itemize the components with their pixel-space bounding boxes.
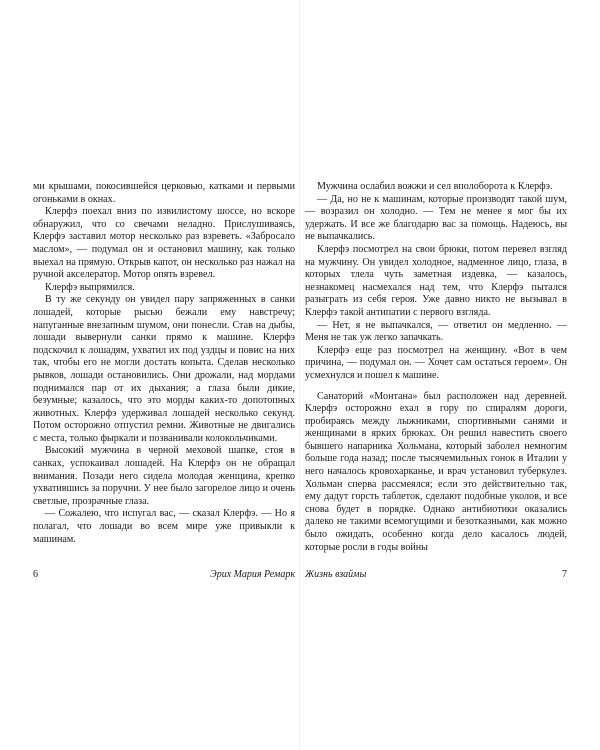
book-gutter bbox=[299, 0, 300, 750]
running-title-author: Эрих Мария Ремарк bbox=[210, 569, 295, 580]
page-number: 6 bbox=[33, 569, 38, 580]
paragraph: ми крышами, покосившейся церковью, катками и первыми огоньками в окнах. bbox=[33, 181, 295, 205]
right-page-text bbox=[305, 181, 567, 554]
paragraph: В ту же секунду он увидел пару запряженных в санки лошадей, которые рысью бежали ему навстречу; напуганные внезапным шумом, они понесли. Став на дыбы, лошади вывернули санки прямо к машине. Клерфэ подскочил к лошадям, ухватил их под уздцы и повис на них так, чтобы его не могли достать копыта. Сделав несколько рывков, лошади остановились. Они дрожали, над мордами поднимался пар от их дыхания; а глаза были дикие, безумные; казалось, что это морды каких-то допотопных животных. Клерфэ удерживал лошадей несколько секунд. Потом осторожно отпустил ремни. Животные не двигались с места, только фыркали и позванивали колокольчиками. bbox=[33, 294, 295, 444]
paragraph: — Сожалею, что испугал вас, — сказал Клерфэ. — Но я полагал, что лошади во всем мире уже привыкли к машинам. bbox=[33, 508, 295, 545]
paragraph: — Нет, я не выпачкался, — ответил он медленно. — Меня не так уж легко запачкать. bbox=[305, 319, 567, 344]
right-page bbox=[305, 181, 567, 554]
left-page bbox=[33, 181, 295, 546]
paragraph: Санаторий «Монтана» был расположен над деревней. Клерфэ осторожно ехал в гору по спиралям дороги, пробираясь между лыжниками, спортивными санями и женщинами в ярких брюках. Он решил навестить своего бывшего напарника Хольмана, который заболел немногим больше года назад; после тысячемильных гонок в Италии у него началось кровохарканье, и врач установил туберкулез. Хольман сперва рассмеялся; если это действительно так, ему дадут горсть таблеток, сделают подобные уколов, и все снова будет в порядке. Однако антибиотики оказались далеко не такими всемогущими и безотказными, как можно было ожидать, особенно когда дело касалось людей, которые росли в годы войны bbox=[305, 390, 567, 553]
paragraph: Мужчина ослабил вожжи и сел вполоборота к Клерфэ. bbox=[317, 181, 553, 192]
page-number: 7 bbox=[562, 569, 567, 580]
paragraph: Клерфэ еще раз посмотрел на женщину. «Вот в чем причина, — подумал он. — Хочет сам остаться героем». Он усмехнулся и пошел к машине. bbox=[305, 344, 567, 381]
paragraph: Клерфэ поехал вниз по извилистому шоссе, но вскоре обнаружил, что со свечами неладно. Прислушиваясь, Клерфэ заставил мотор несколько раз взреветь. «Забросало маслом», — подумал он и остановил машину, как только выехал на прямую. Открыв капот, он несколько раз нажал на ручной акселератор. Мотор опять взревел. bbox=[33, 206, 295, 281]
paragraph: Клерфэ посмотрел на свои брюки, потом перевел взгляд на мужчину. Он увидел холодное, надменное лицо, глаза, в которых тлела чуть заметная издевка, — казалось, незнакомец насмехался над тем, что Клерфэ пытался разыграть из себя героя. Уже давно никто не вызывал в Клерфэ такой антипатии с первого взгляда. bbox=[305, 243, 567, 318]
left-page-text bbox=[33, 181, 295, 546]
paragraph: — Да, но не к машинам, которые производят такой шум, — возразил он холодно. — Тем не менее я мог бы их удержать. И все же благодарю вас за помощь. Надеюсь, вы не выпачкались. bbox=[305, 193, 567, 243]
paragraph: Клерфэ выпрямился. bbox=[45, 281, 135, 293]
paragraph: Высокий мужчина в черной меховой шапке, стоя в санках, успокаивал лошадей. На Клерфэ он не обращал внимания. Позади него сидела молодая женщина, крепко ухватившись за поручни. У нее было загорелое лицо и очень светлые, прозрачные глаза. bbox=[33, 445, 295, 507]
running-title-book: Жизнь взаймы bbox=[305, 569, 367, 580]
